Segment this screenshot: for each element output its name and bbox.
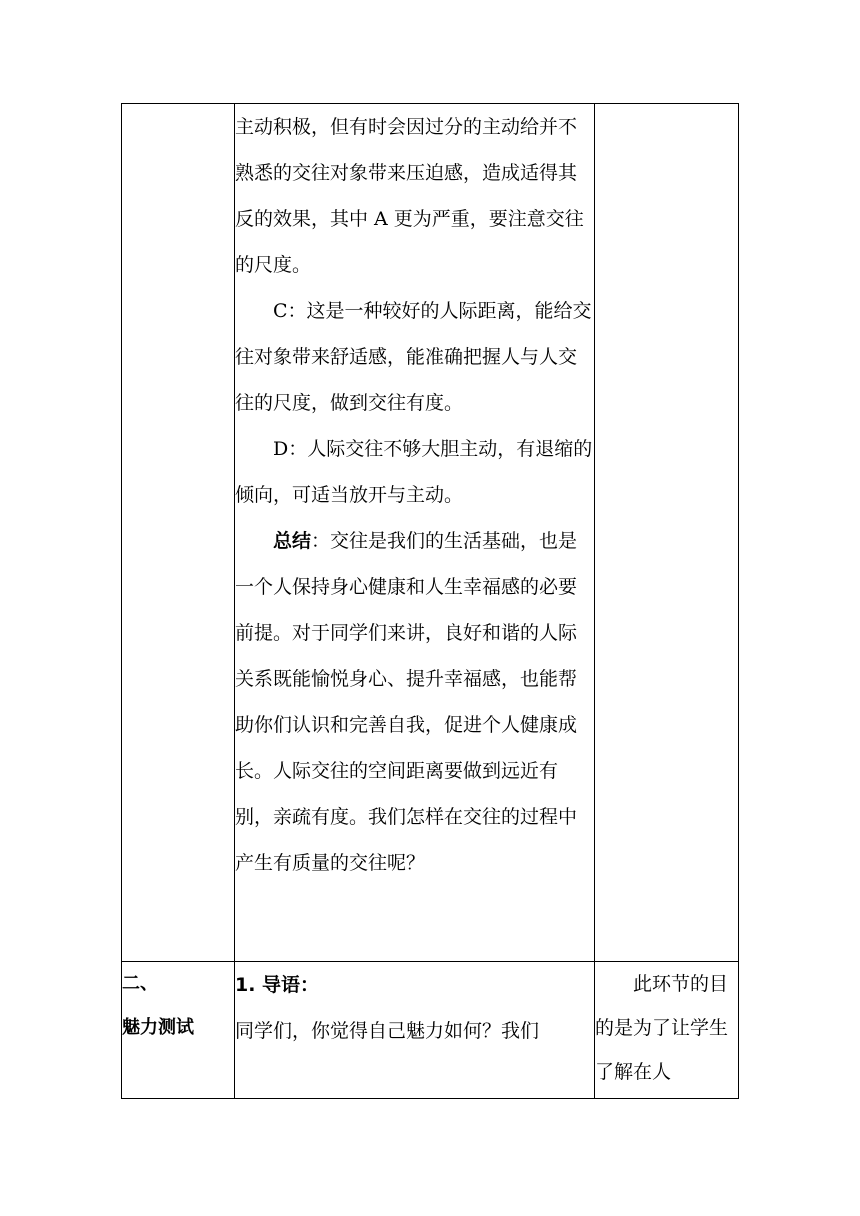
summary-paragraph bbox=[235, 518, 594, 886]
stage-cell bbox=[122, 104, 235, 962]
summary-label: 总结 bbox=[273, 530, 312, 552]
intro-text: 同学们，你觉得自己魅力如何？我们 bbox=[235, 1020, 540, 1042]
section-title: 魅力测试 bbox=[122, 1017, 194, 1038]
purpose-text: 此环节的目的是为了让学生了解在人 bbox=[595, 973, 729, 1083]
summary-text: ：交往是我们的生活基础，也是一个人保持身心健康和人生幸福感的必要前提。对于同学们来讲，良好和谐的人际关系既能愉悦身心、提升幸福感，也能帮助你们认识和完善自我，促进个人健康成长。人际交往的空间距离要做到远近有别，亲疏有度。我们怎样在交往的过程中产生有质量的交往呢？ bbox=[235, 530, 578, 874]
purpose-cell bbox=[595, 104, 739, 962]
lesson-plan-table bbox=[121, 103, 739, 1099]
activity-cell bbox=[235, 104, 595, 962]
purpose-cell bbox=[595, 962, 739, 1099]
activity-cell bbox=[235, 962, 595, 1099]
section-number: 二、 bbox=[122, 973, 158, 994]
paragraph-continued: 主动积极，但有时会因过分的主动给并不熟悉的交往对象带来压迫感，造成适得其反的效果，其中 A 更为严重，要注意交往的尺度。 bbox=[235, 116, 584, 276]
paragraph-option-d: D：人际交往不够大胆主动，有退缩的倾向，可适当放开与主动。 bbox=[235, 438, 593, 506]
table-row bbox=[122, 104, 739, 962]
stage-cell bbox=[122, 962, 235, 1099]
table-row bbox=[122, 962, 739, 1099]
intro-heading: 1. 导语： bbox=[235, 974, 320, 996]
paragraph-option-c: C：这是一种较好的人际距离，能给交往对象带来舒适感，能准确把握人与人交往的尺度，做到交往有度。 bbox=[235, 300, 592, 414]
